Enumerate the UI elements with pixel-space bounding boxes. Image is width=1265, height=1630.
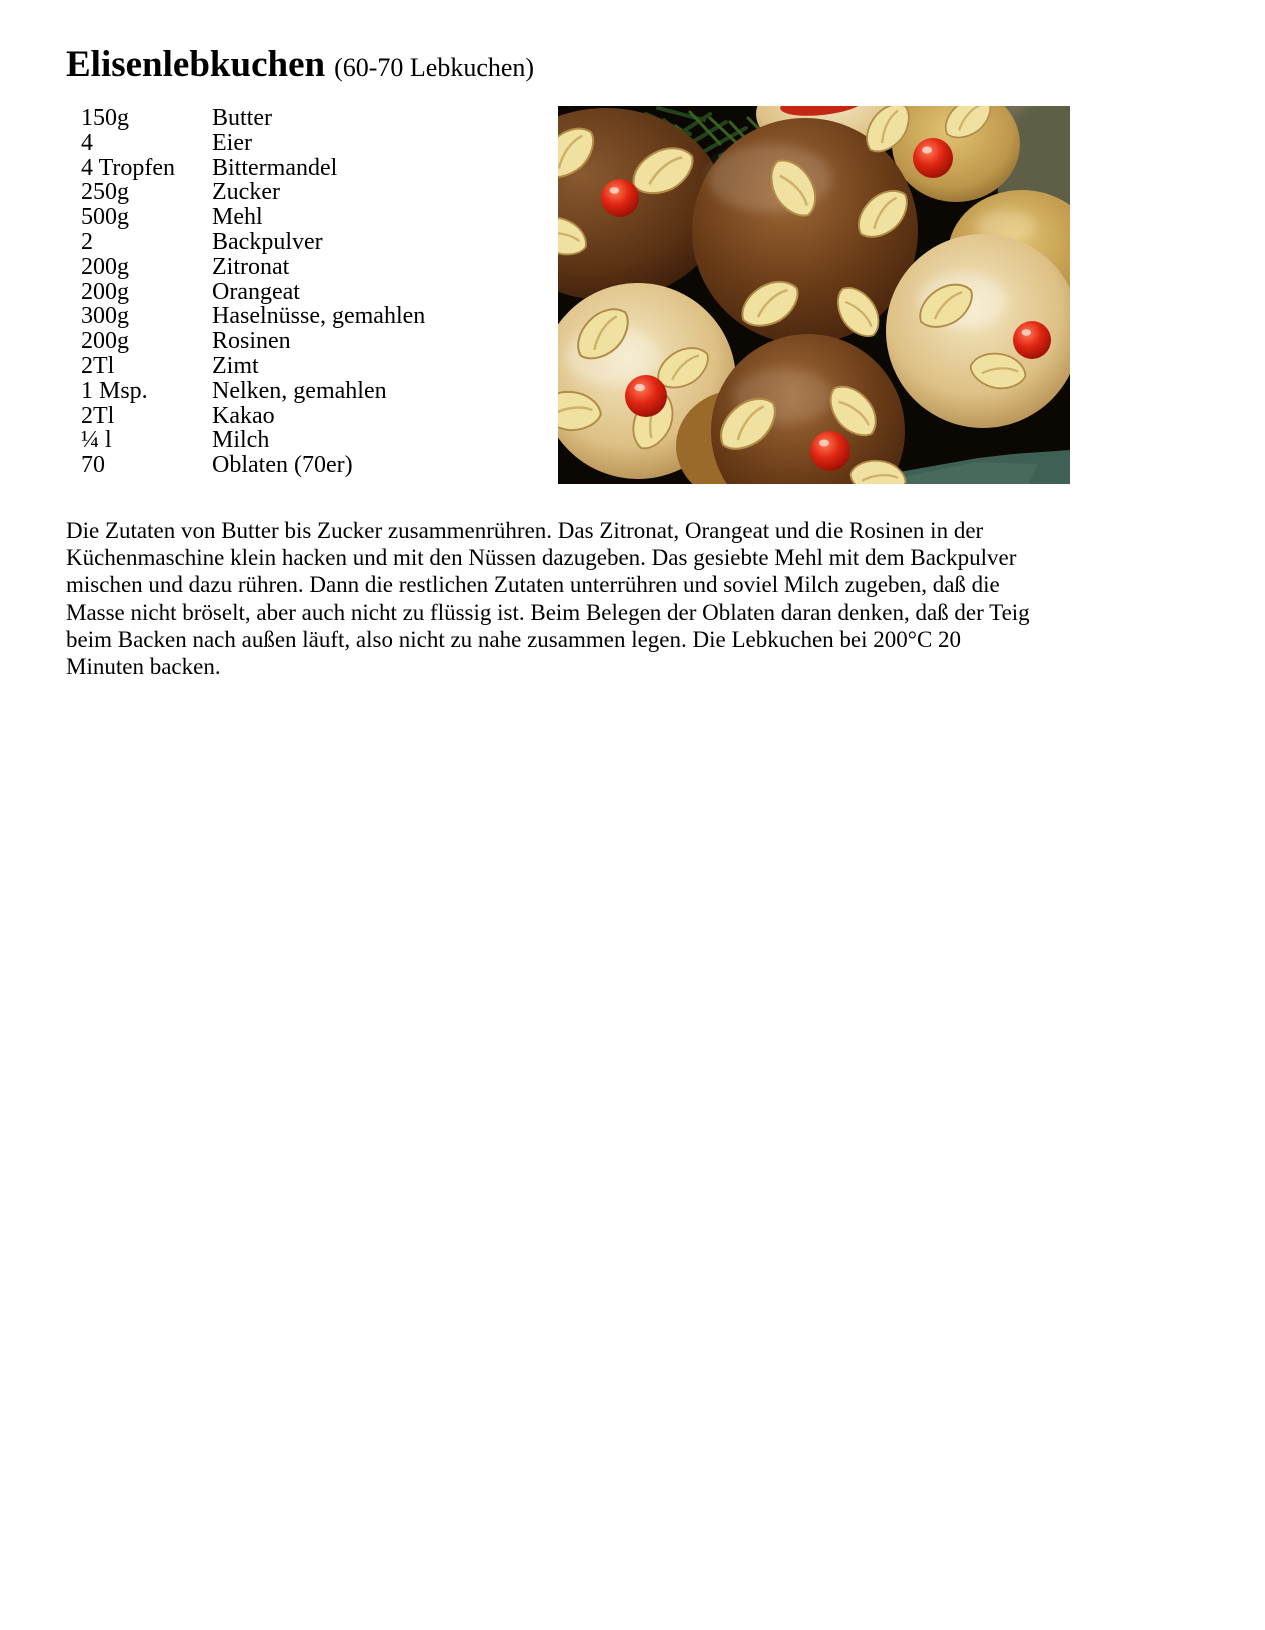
ingredient-name: Kakao xyxy=(212,402,275,429)
ingredient-amount: 300g xyxy=(81,303,129,330)
ingredient-amount: 2Tl xyxy=(81,352,115,379)
ingredient-amount: 200g xyxy=(81,253,129,280)
ingredient-row xyxy=(81,255,425,280)
instructions-line: Die Zutaten von Butter bis Zucker zusammenrühren. Das Zitronat, Orangeat und die Rosinen in der xyxy=(66,518,984,543)
ingredient-row xyxy=(81,304,425,329)
ingredient-amount: 200g xyxy=(81,328,129,355)
ingredient-amount: 250g xyxy=(81,179,129,206)
ingredient-row xyxy=(81,453,425,478)
ingredient-name: Eier xyxy=(212,129,252,156)
ingredient-name: Zitronat xyxy=(212,253,290,280)
ingredient-row xyxy=(81,205,425,230)
ingredient-amount: 70 xyxy=(81,452,105,479)
ingredient-row xyxy=(81,180,425,205)
recipe-photo xyxy=(558,106,1070,484)
ingredient-name: Oblaten (70er) xyxy=(212,452,353,479)
ingredient-amount: ¼ l xyxy=(81,427,112,454)
ingredient-row xyxy=(81,156,425,181)
ingredient-row xyxy=(81,131,425,156)
ingredient-amount: 200g xyxy=(81,278,129,305)
instructions-paragraph xyxy=(66,517,1030,680)
ingredient-name: Haselnüsse, gemahlen xyxy=(212,303,426,330)
ingredient-amount: 2Tl xyxy=(81,402,115,429)
ingredient-name: Zimt xyxy=(212,352,259,379)
ingredient-name: Milch xyxy=(212,427,270,454)
ingredient-name: Butter xyxy=(212,105,272,131)
page-title xyxy=(66,43,534,90)
ingredient-amount: 4 Tropfen xyxy=(81,154,176,181)
ingredient-row xyxy=(81,230,425,255)
ingredient-row xyxy=(81,354,425,379)
ingredient-row xyxy=(81,428,425,453)
ingredient-name: Rosinen xyxy=(212,328,291,355)
ingredient-row xyxy=(81,379,425,404)
ingredient-row xyxy=(81,329,425,354)
ingredient-row xyxy=(81,280,425,305)
lebkuchen-photo xyxy=(558,106,1070,484)
ingredient-name: Bittermandel xyxy=(212,154,338,181)
ingredient-name: Orangeat xyxy=(212,278,300,305)
ingredient-name: Nelken, gemahlen xyxy=(212,377,387,404)
instructions-line: Masse nicht bröselt, aber auch nicht zu flüssig ist. Beim Belegen der Oblaten daran denken, daß der Teig xyxy=(66,599,1030,625)
ingredient-name: Mehl xyxy=(212,204,263,231)
ingredient-amount: 500g xyxy=(81,204,129,231)
ingredient-amount: 4 xyxy=(81,129,93,156)
ingredient-row xyxy=(81,106,425,131)
ingredient-name: Zucker xyxy=(212,179,280,206)
ingredient-row xyxy=(81,404,425,429)
instructions-line: Minuten backen. xyxy=(66,654,221,680)
ingredient-amount: 1 Msp. xyxy=(81,377,148,404)
ingredient-amount: 150g xyxy=(81,105,129,131)
instructions-line: beim Backen nach außen läuft, also nicht zu nahe zusammen legen. Die Lebkuchen bei 200°C 20 xyxy=(66,626,962,652)
recipe-title: Elisenlebkuchen xyxy=(66,44,326,85)
ingredient-amount: 2 xyxy=(81,228,93,255)
recipe-yield: (60-70 Lebkuchen) xyxy=(334,53,535,82)
instructions-line: Küchenmaschine klein hacken und mit den Nüssen dazugeben. Das gesiebte Mehl mit dem Backpulver xyxy=(66,545,1017,571)
instructions-line: mischen und dazu rühren. Dann die restlichen Zutaten unterrühren und soviel Milch zugeben, daß die xyxy=(66,572,1000,598)
ingredient-name: Backpulver xyxy=(212,228,323,255)
ingredients-table xyxy=(81,106,425,478)
